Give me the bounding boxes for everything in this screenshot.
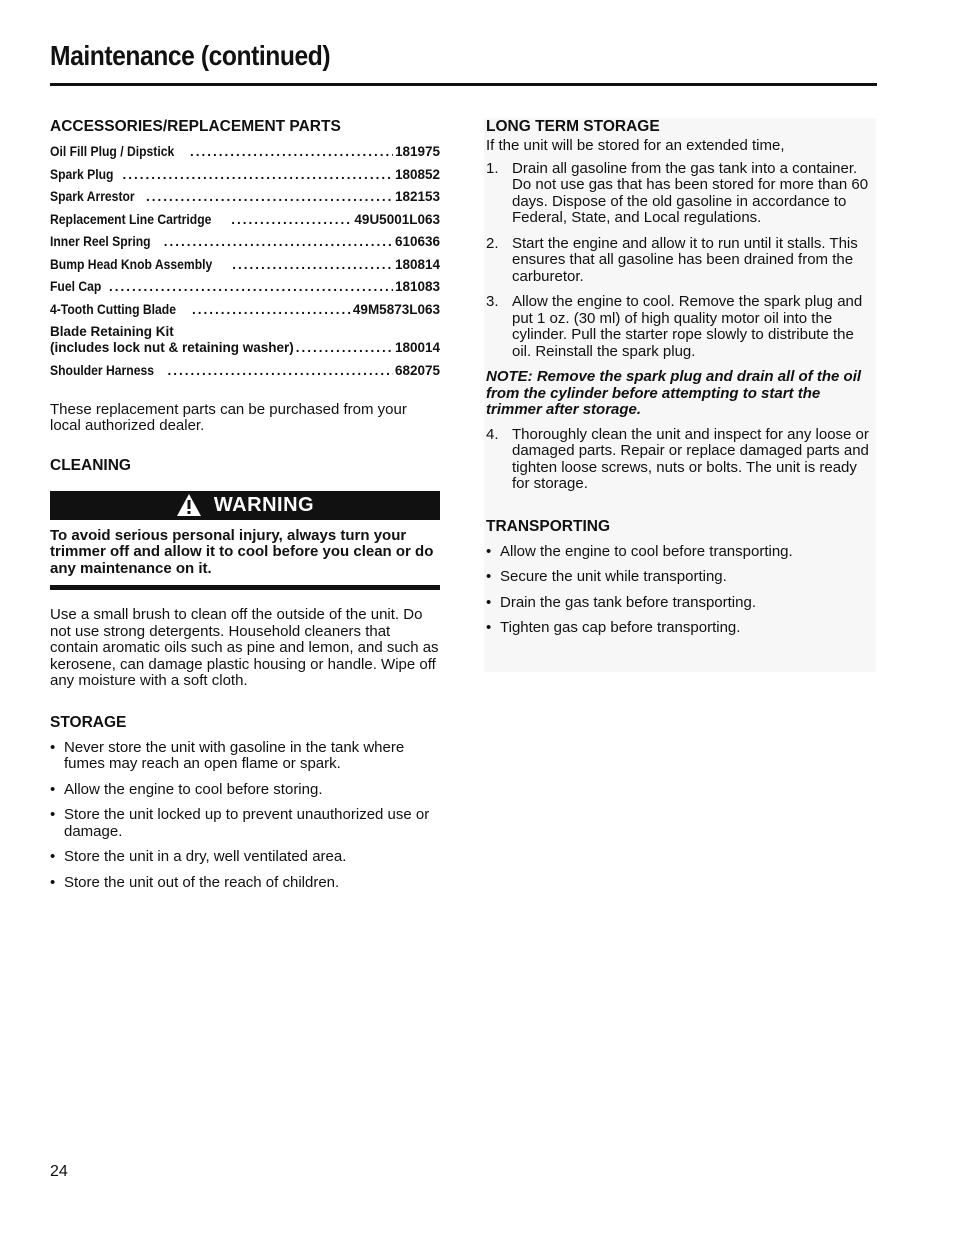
list-item bbox=[486, 595, 876, 612]
step-text: Start the engine and allow it to run until it stalls. This ensures that all gasoline has been drained from the carburetor. bbox=[512, 234, 858, 285]
step-item bbox=[486, 161, 876, 227]
part-row bbox=[50, 363, 440, 379]
warning-label: WARNING bbox=[213, 493, 315, 516]
step-item bbox=[486, 236, 876, 286]
part-number: 682075 bbox=[394, 362, 440, 378]
part-row bbox=[50, 189, 440, 205]
bullet-icon: • bbox=[486, 568, 492, 585]
part-name bbox=[50, 324, 294, 356]
part-name: Inner Reel Spring bbox=[50, 234, 151, 249]
step-text: Thoroughly clean the unit and inspect for any loose or damaged parts. Repair or replace damaged parts and tighten loose screws, nuts or bolts. The unit is ready for storage. bbox=[512, 425, 869, 492]
cleaning-heading: CLEANING bbox=[50, 456, 131, 474]
part-name: Replacement Line Cartridge bbox=[50, 211, 212, 227]
list-item-text: Secure the unit while transporting. bbox=[500, 568, 727, 585]
left-column bbox=[50, 118, 440, 900]
kit-name-line1: Blade Retaining Kit bbox=[50, 324, 174, 339]
list-item-text: Never store the unit with gasoline in the tank where fumes may reach an open flame or spark. bbox=[64, 738, 405, 772]
dot-leader bbox=[168, 363, 393, 379]
part-row bbox=[50, 279, 440, 295]
part-number: 610636 bbox=[394, 234, 440, 249]
part-number: 181975 bbox=[394, 144, 440, 159]
purchase-note: These replacement parts can be purchased from your local authorized dealer. bbox=[50, 400, 407, 434]
dot-leader bbox=[231, 212, 352, 228]
long-term-steps bbox=[486, 161, 876, 361]
part-row bbox=[50, 212, 440, 228]
long-term-intro: If the unit will be stored for an extended time, bbox=[486, 137, 785, 154]
bullet-icon: • bbox=[50, 780, 56, 798]
storage-heading: STORAGE bbox=[50, 713, 127, 731]
part-name: Spark Plug bbox=[50, 166, 114, 182]
list-item bbox=[50, 875, 440, 892]
list-item-text: Store the unit in a dry, well ventilated area. bbox=[64, 848, 347, 865]
list-item bbox=[50, 782, 440, 799]
dot-leader bbox=[109, 279, 393, 295]
step-text: Allow the engine to cool. Remove the spark plug and put 1 oz. (30 ml) of high quality motor oil into the cylinder. Pull the starter rope slowly to distribute the oil. Reinstall the spark plug. bbox=[512, 293, 863, 360]
bullet-icon: • bbox=[50, 806, 56, 823]
list-item bbox=[50, 740, 440, 773]
part-row bbox=[50, 144, 440, 160]
list-item bbox=[50, 849, 440, 866]
dot-leader bbox=[190, 144, 393, 160]
dot-leader bbox=[192, 302, 351, 318]
warning-rule bbox=[50, 585, 440, 590]
accessories-heading: ACCESSORIES/REPLACEMENT PARTS bbox=[50, 118, 341, 135]
storage-note: NOTE: Remove the spark plug and drain all of the oil from the cylinder before attempting to start the trimmer after storage. bbox=[486, 368, 862, 418]
warning-text: To avoid serious personal injury, always turn your trimmer off and allow it to cool before you clean or do any maintenance on it. bbox=[50, 526, 434, 577]
bullet-icon: • bbox=[486, 593, 492, 611]
part-row bbox=[50, 302, 440, 318]
step-number: 4. bbox=[486, 425, 499, 443]
cleaning-body: Use a small brush to clean off the outside of the unit. Do not use strong detergents. Household cleaners that contain aromatic oils such as pine and lemon, and such as kerosene, can damage plastic housing or handle. Wipe off any moisture with a soft cloth. bbox=[50, 606, 439, 689]
bullet-icon: • bbox=[50, 848, 56, 865]
title-rule bbox=[50, 83, 877, 86]
dot-leader bbox=[164, 234, 393, 250]
page-number: 24 bbox=[50, 1163, 68, 1180]
warning-banner bbox=[50, 491, 440, 520]
step-item bbox=[486, 294, 876, 360]
step-number: 2. bbox=[486, 234, 499, 252]
bullet-icon: • bbox=[50, 873, 56, 891]
dot-leader bbox=[232, 257, 393, 273]
step-text: Drain all gasoline from the gas tank into a container. Do not use gas that has been stored for more than 60 days. Dispose of the old gasoline in accordance to Federal, State, and Local regulations. bbox=[512, 159, 869, 226]
list-item bbox=[486, 544, 876, 561]
parts-list bbox=[50, 144, 440, 379]
right-column bbox=[484, 118, 876, 672]
list-item-text: Store the unit out of the reach of children. bbox=[64, 873, 340, 891]
part-row bbox=[50, 234, 440, 250]
dot-leader bbox=[296, 340, 393, 356]
list-item-text: Allow the engine to cool before transporting. bbox=[500, 542, 793, 560]
kit-name-line2: (includes lock nut & retaining washer) bbox=[50, 340, 294, 355]
part-name: Shoulder Harness bbox=[50, 362, 154, 378]
page-title: Maintenance (continued) bbox=[50, 40, 331, 71]
part-number: 182153 bbox=[394, 189, 440, 204]
transporting-list bbox=[486, 544, 876, 637]
part-name: Oil Fill Plug / Dipstick bbox=[50, 144, 175, 159]
bullet-icon: • bbox=[50, 738, 56, 756]
list-item-text: Store the unit locked up to prevent unauthorized use or damage. bbox=[64, 806, 430, 840]
list-item-text: Tighten gas cap before transporting. bbox=[500, 619, 741, 636]
list-item bbox=[486, 569, 876, 586]
bullet-icon: • bbox=[486, 619, 492, 636]
part-number: 49M5873L063 bbox=[352, 301, 440, 317]
storage-list bbox=[50, 740, 440, 892]
step-number: 1. bbox=[486, 159, 499, 177]
part-row-kit bbox=[50, 324, 440, 356]
long-term-storage-heading: LONG TERM STORAGE bbox=[486, 118, 660, 135]
part-name: Fuel Cap bbox=[50, 279, 102, 294]
part-number: 180852 bbox=[394, 166, 440, 182]
list-item bbox=[50, 807, 440, 840]
transporting-heading: TRANSPORTING bbox=[486, 517, 610, 535]
part-name: Spark Arrestor bbox=[50, 189, 135, 204]
part-row bbox=[50, 167, 440, 183]
dot-leader bbox=[123, 167, 393, 183]
part-number: 180814 bbox=[394, 256, 440, 272]
list-item bbox=[486, 620, 876, 637]
bullet-icon: • bbox=[486, 542, 492, 560]
part-name: 4-Tooth Cutting Blade bbox=[50, 301, 176, 317]
warning-triangle-icon bbox=[176, 493, 202, 517]
step-number: 3. bbox=[486, 293, 499, 310]
part-name: Bump Head Knob Assembly bbox=[50, 256, 213, 272]
dot-leader bbox=[146, 189, 393, 205]
part-row bbox=[50, 257, 440, 273]
part-number: 181083 bbox=[394, 279, 440, 294]
part-number: 49U5001L063 bbox=[354, 211, 440, 227]
long-term-steps-cont bbox=[486, 427, 876, 493]
list-item-text: Allow the engine to cool before storing. bbox=[64, 780, 323, 798]
step-item bbox=[486, 427, 876, 493]
list-item-text: Drain the gas tank before transporting. bbox=[500, 593, 756, 611]
part-number: 180014 bbox=[394, 340, 440, 355]
